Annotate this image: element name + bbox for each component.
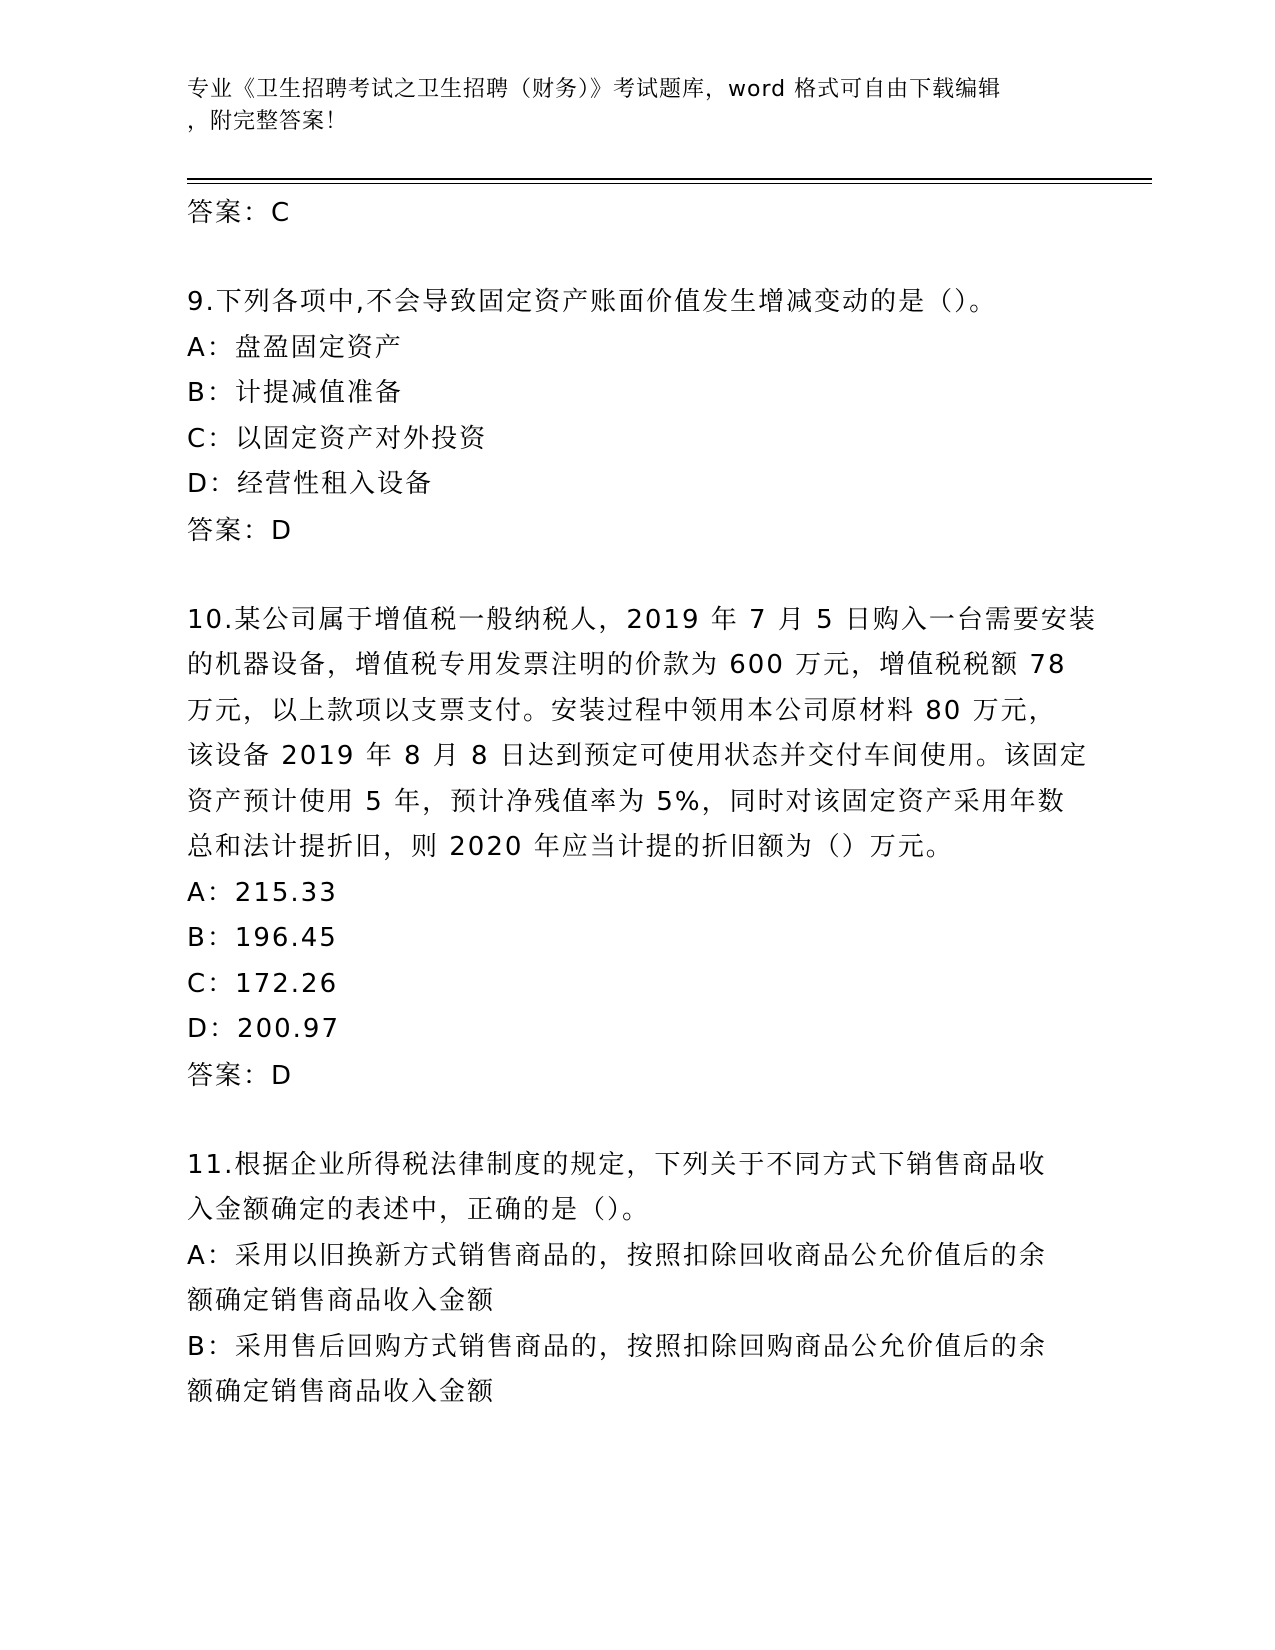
option-line: C：172.26 bbox=[187, 968, 339, 999]
header-line: 专业《卫生招聘考试之卫生招聘（财务）》考试题库，word 格式可自由下载编辑 bbox=[187, 77, 1002, 102]
spacer bbox=[187, 236, 1087, 280]
option-line: B：采用售后回购方式销售商品的，按照扣除回购商品公允价值后的余 bbox=[187, 1331, 1047, 1362]
option-line: C：以固定资产对外投资 bbox=[187, 423, 488, 454]
option-c bbox=[187, 417, 1087, 463]
option-b bbox=[187, 1325, 1087, 1416]
option-d bbox=[187, 1007, 1087, 1053]
stem-line: 9.下列各项中,不会导致固定资产账面价值发生增减变动的是（）。 bbox=[187, 287, 998, 317]
header-divider bbox=[187, 178, 1152, 180]
option-line: A：盘盈固定资产 bbox=[187, 332, 403, 363]
option-line: D：200.97 bbox=[187, 1014, 340, 1044]
option-a bbox=[187, 871, 1087, 917]
header-divider-thin bbox=[187, 183, 1152, 184]
stem-line: 资产预计使用 5 年，预计净残值率为 5%，同时对该固定资产采用年数 bbox=[187, 786, 1066, 817]
answer-previous: 答案：C bbox=[187, 198, 292, 228]
question-11 bbox=[187, 1143, 1087, 1416]
option-line: B：196.45 bbox=[187, 923, 338, 953]
stem-line: 该设备 2019 年 8 月 8 日达到预定可使用状态并交付车间使用。该固定 bbox=[187, 741, 1088, 771]
option-c bbox=[187, 962, 1087, 1008]
option-line: 额确定销售商品收入金额 bbox=[187, 1377, 496, 1407]
header-line: ，附完整答案！ bbox=[187, 109, 349, 134]
option-d bbox=[187, 462, 1087, 508]
option-a bbox=[187, 326, 1087, 372]
question-stem bbox=[187, 1143, 1087, 1234]
option-b bbox=[187, 371, 1087, 417]
stem-line: 总和法计提折旧，则 2020 年应当计提的折旧额为（）万元。 bbox=[187, 832, 954, 862]
stem-line: 万元，以上款项以支票支付。安装过程中领用本公司原材料 80 万元， bbox=[187, 695, 1057, 726]
question-9 bbox=[187, 280, 1087, 554]
option-line: D：经营性租入设备 bbox=[187, 469, 434, 499]
question-10 bbox=[187, 598, 1097, 1099]
spacer bbox=[187, 1099, 1087, 1143]
option-line: B：计提减值准备 bbox=[187, 378, 403, 408]
stem-line: 10.某公司属于增值税一般纳税人，2019 年 7 月 5 日购入一台需要安装 bbox=[187, 604, 1097, 635]
question-stem bbox=[187, 598, 1097, 871]
question-stem bbox=[187, 280, 1087, 326]
stem-line: 入金额确定的表述中，正确的是（）。 bbox=[187, 1195, 651, 1225]
stem-line: 11.根据企业所得税法律制度的规定，下列关于不同方式下销售商品收 bbox=[187, 1149, 1047, 1180]
option-line: A：215.33 bbox=[187, 877, 338, 908]
option-b bbox=[187, 916, 1087, 962]
option-a bbox=[187, 1234, 1087, 1325]
answer: 答案：D bbox=[187, 1060, 294, 1091]
question-list bbox=[187, 190, 1097, 1416]
page-header bbox=[187, 74, 1067, 138]
option-line: A：采用以旧换新方式销售商品的，按照扣除回收商品公允价值后的余 bbox=[187, 1240, 1047, 1271]
option-line: 额确定销售商品收入金额 bbox=[187, 1286, 496, 1316]
spacer bbox=[187, 554, 1087, 598]
stem-line: 的机器设备，增值税专用发票注明的价款为 600 万元，增值税税额 78 bbox=[187, 650, 1067, 680]
answer: 答案：D bbox=[187, 515, 294, 546]
